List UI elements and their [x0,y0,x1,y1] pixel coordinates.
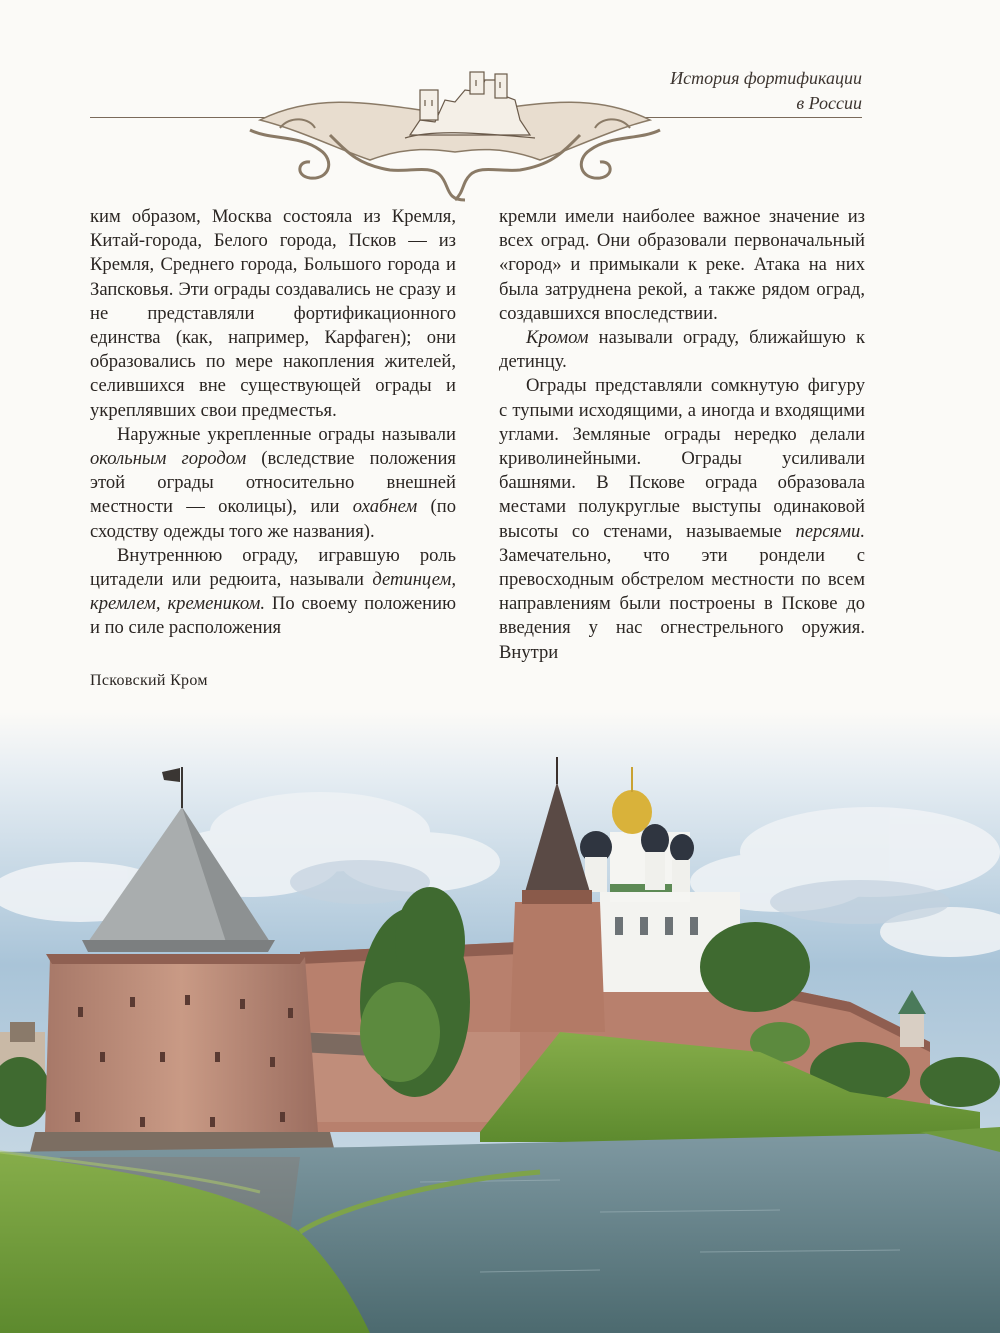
running-title [670,66,862,116]
text-run: Внутреннюю ограду, игравшую роль цитадели или редюита, называли [90,544,456,591]
text-run: Замечательно, что эти рондели с превосходным обстрелом местности по всем направлениям были построены в Пскове до введения у нас огнестрельного оружия. Внутри [499,544,865,663]
pskov-krom-photo [0,712,1000,1333]
italic-term: детинцем, кремлем, кремеником. [90,569,456,615]
text-run: (по сходству одежды того же названия). [90,496,456,542]
left-text-column [90,205,456,641]
castle-ornament-icon [240,60,670,205]
italic-term: охабнем [352,496,418,518]
paragraph [90,544,456,641]
paragraph: кремли имели наиболее важное значение из всех оград. Они образовали первоначальный «город» и примыкали к реке. Атака на них была затруднена рекой, а также рядом оград, создавшихся впоследствии. [499,206,865,324]
paragraph [90,423,456,544]
running-title-line1: История фортификации [670,68,862,88]
text-run: Наружные укрепленные ограды называли [117,423,456,445]
italic-term: Кромом [526,327,589,349]
text-run: Ограды представляли сомкнутую фигуру с тупыми исходящими, а иногда и входящими углами. Земляные ограды нередко делали криволинейными. Ограды усиливали башнями. В Пскове ограда образовала местами полукруглые выступы одинаковой высоты со стенами, называемые [499,375,865,542]
paragraph [499,374,865,664]
paragraph: ким образом, Москва состояла из Кремля, Китай-города, Белого города, Псков — из Кремля, Среднего города, Большого города и Запсковья. Эти ограды создавались не сразу и не представляли фортификационного единства (как, например, Карфаген); они образовались по мере накопления жителей, селившихся вне существующей ограды и укреплявших свои предместья. [90,206,456,421]
text-run: (вследствие положения этой ограды относительно внешней местности — околицы), или [90,448,456,518]
running-title-line2: в России [796,93,862,113]
text-run: называли ограду, ближайшую к детинцу. [499,327,865,373]
photo-caption: Псковский Кром [90,672,208,689]
italic-term: окольным городом [90,448,247,470]
paragraph [499,326,865,374]
right-text-column [499,205,865,665]
text-run: По своему положению и по силе расположения [90,593,456,639]
italic-term: персями. [795,520,865,542]
